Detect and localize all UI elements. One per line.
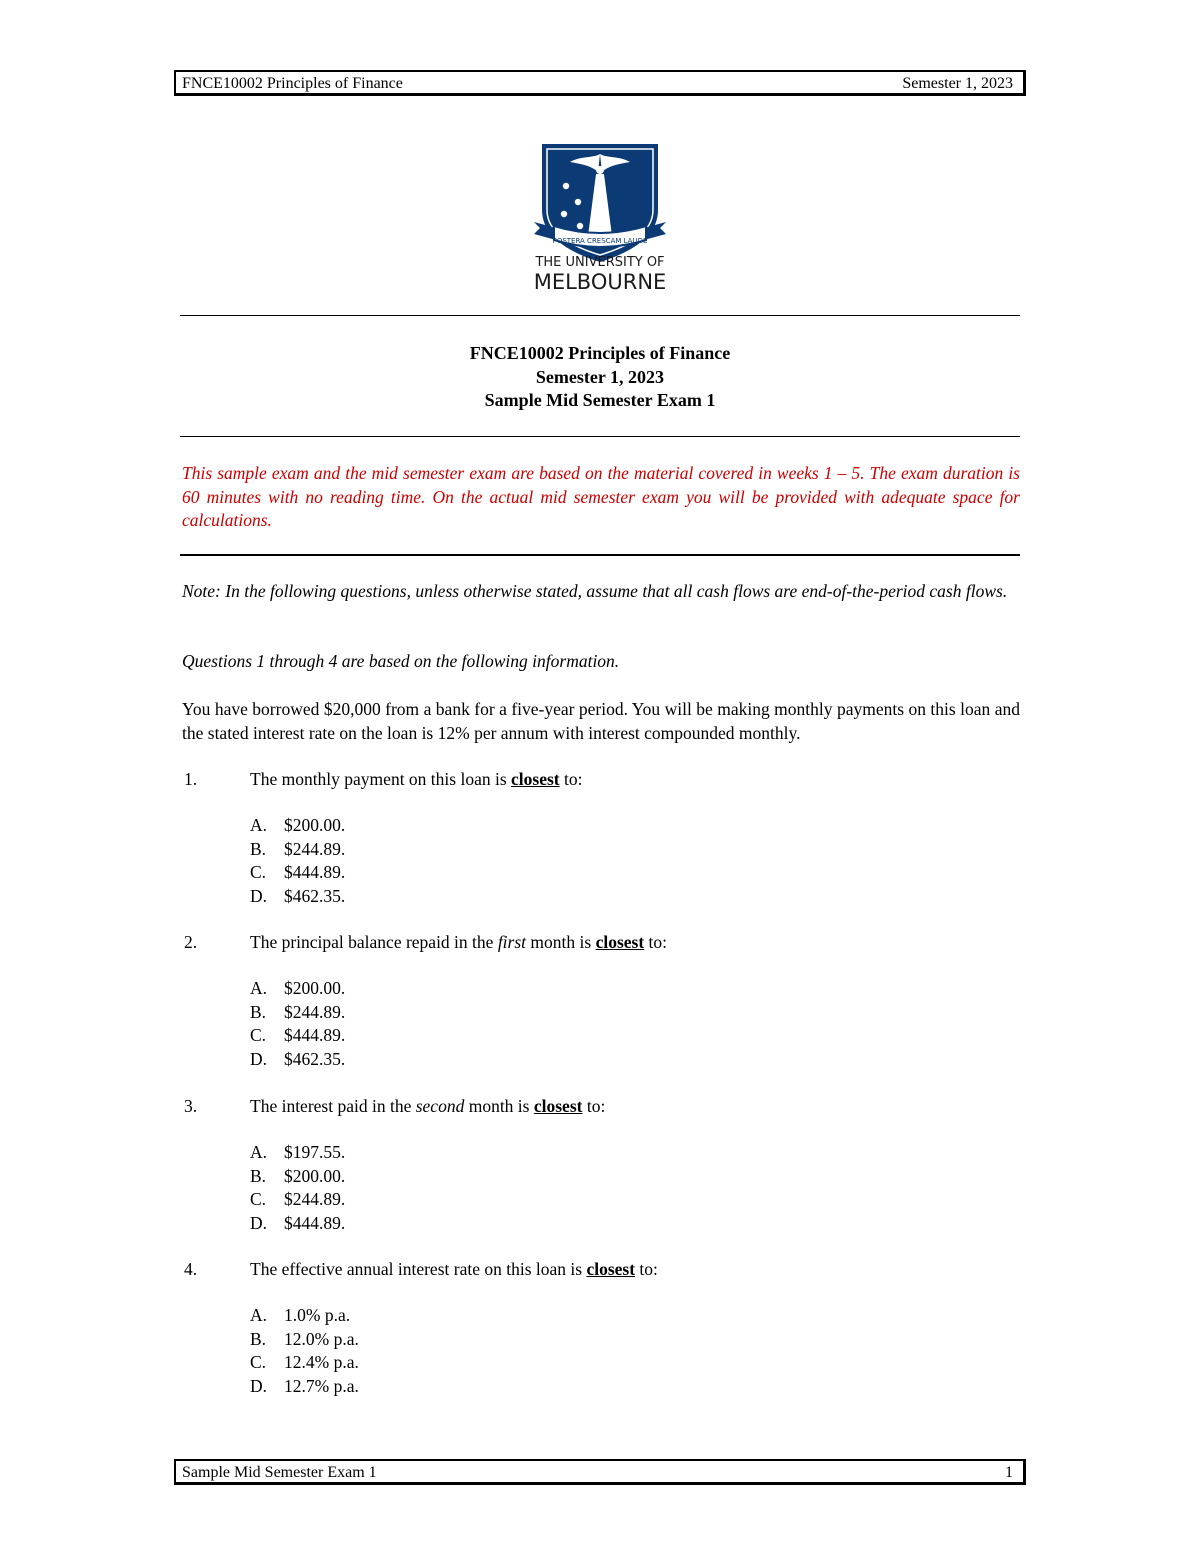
divider-rule	[180, 315, 1020, 316]
logo-wordmark-line1: THE UNIVERSITY OF	[535, 255, 665, 270]
question-4-options	[250, 1304, 359, 1398]
question-stem: The effective annual interest rate on this loan is closest to:	[250, 1259, 658, 1279]
header-semester: Semester 1, 2023	[902, 75, 1013, 92]
exam-name: Sample Mid Semester Exam 1	[484, 390, 716, 410]
question-1-options	[250, 814, 345, 908]
option-d: D. $462.35.	[250, 885, 346, 906]
logo-motto: POSTERA CRESCAM LAUDE	[552, 237, 648, 245]
option-a: A. $200.00.	[250, 978, 346, 998]
option-b: B. $244.89.	[250, 838, 346, 859]
question-number: 2.	[184, 932, 198, 952]
footer-exam-name: Sample Mid Semester Exam 1	[182, 1464, 377, 1481]
question-number: 3.	[184, 1096, 198, 1116]
question-number: 4.	[184, 1259, 198, 1279]
divider-rule	[180, 436, 1020, 437]
question-number: 1.	[184, 769, 198, 789]
option-b: B. 12.0% p.a.	[250, 1328, 359, 1349]
question-stem: The monthly payment on this loan is closest to:	[250, 769, 583, 789]
loan-scenario: You have borrowed $20,000 from a bank for a five-year period. You will be making monthly payments on this loan and the stated interest rate on the loan is 12% per annum with interest compounded monthly.	[182, 699, 1020, 743]
option-b: B. $244.89.	[250, 1001, 346, 1022]
option-b: B. $200.00.	[250, 1165, 346, 1186]
exam-notice: This sample exam and the mid semester exam are based on the material covered in weeks 1 – 5. The exam duration is 60 minutes with no reading time. On the actual mid semester exam you will be provided with adequate space for calculations.	[182, 463, 1020, 530]
page-header	[174, 70, 1026, 96]
option-c: C. 12.4% p.a.	[250, 1352, 359, 1372]
option-d: D. $444.89.	[250, 1212, 346, 1233]
option-a: A. 1.0% p.a.	[250, 1305, 351, 1325]
page-footer	[174, 1459, 1026, 1485]
university-logo	[520, 140, 680, 292]
logo-wordmark-line2: MELBOURNE	[533, 270, 667, 292]
option-a: A. $200.00.	[250, 815, 346, 835]
divider-rule	[180, 554, 1020, 556]
header-course-title: FNCE10002 Principles of Finance	[182, 75, 403, 92]
option-c: C. $444.89.	[250, 1025, 346, 1045]
question-2-options	[250, 977, 345, 1071]
exam-course-title: FNCE10002 Principles of Finance	[469, 343, 731, 363]
exam-semester: Semester 1, 2023	[535, 366, 665, 387]
option-c: C. $244.89.	[250, 1189, 346, 1209]
question-3-options	[250, 1141, 345, 1235]
exam-title-block	[180, 342, 1020, 413]
cash-flow-note: Note: In the following questions, unless otherwise stated, assume that all cash flows are end-of-the-period cash flows.	[182, 581, 1008, 601]
option-d: D. 12.7% p.a.	[250, 1375, 359, 1396]
option-c: C. $444.89.	[250, 862, 346, 882]
question-stem: The interest paid in the second month is closest to:	[250, 1096, 606, 1116]
question-stem: The principal balance repaid in the first month is closest to:	[250, 932, 668, 952]
questions-intro: Questions 1 through 4 are based on the following information.	[182, 651, 620, 671]
option-a: A. $197.55.	[250, 1142, 346, 1162]
option-d: D. $462.35.	[250, 1048, 346, 1069]
footer-page-number: 1	[1005, 1464, 1013, 1481]
